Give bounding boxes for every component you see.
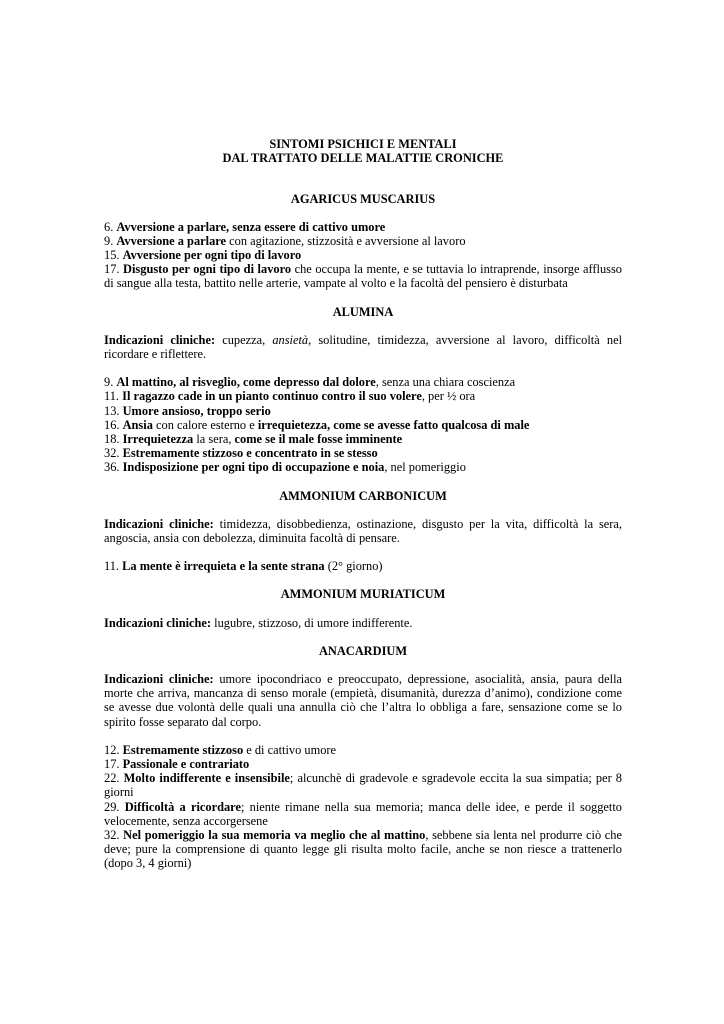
- symptom-text: ; alcunchè di gradevole e sgradevole eccita la sua simpatia; per 8 giorni: [104, 771, 622, 800]
- symptom-number: 22.: [104, 771, 124, 786]
- alumina-symptom-list: [104, 375, 622, 474]
- section-heading-ammonium-muriaticum: AMMONIUM MURIATICUM: [280, 587, 446, 602]
- symptom-item: [104, 800, 622, 828]
- symptom-item: [104, 460, 622, 474]
- clinical-text-italic: ansietà: [272, 332, 309, 347]
- clinical-text: , solitudine, timidezza, avversione al lavoro, difficoltà nel ricordare e riflettere.: [104, 332, 623, 361]
- clinical-indications-label: Indicazioni cliniche:: [104, 332, 216, 347]
- symptom-bold: Molto indifferente e insensibile: [123, 771, 290, 786]
- symptom-number: 12.: [104, 742, 123, 757]
- section-heading-anacardium: ANACARDIUM: [318, 643, 408, 658]
- symptom-text: , nel pomeriggio: [384, 460, 466, 475]
- anacardium-symptom-list: [104, 743, 622, 871]
- clinical-indications-ammonium-muriaticum: [104, 616, 622, 630]
- symptom-item: [104, 743, 622, 757]
- symptom-item: [104, 248, 622, 262]
- symptom-bold: Passionale e contrariato: [122, 757, 250, 772]
- symptom-bold: Avversione per ogni tipo di lavoro: [122, 247, 302, 262]
- clinical-indications-label: Indicazioni cliniche:: [104, 615, 212, 630]
- symptom-bold: Estremamente stizzoso: [122, 742, 244, 757]
- clinical-indications-alumina: [104, 333, 622, 361]
- symptom-text: e di cattivo umore: [243, 742, 337, 757]
- clinical-text: lugubre, stizzoso, di umore indifferente.: [211, 615, 413, 630]
- symptom-text: con agitazione, stizzosità e avversione al lavoro: [226, 233, 466, 248]
- symptom-item: [104, 404, 622, 418]
- section-heading-alumina: ALUMINA: [332, 304, 394, 319]
- symptom-text: (2° giorno): [324, 559, 383, 574]
- symptom-number: 11.: [104, 389, 123, 404]
- symptom-text: ; niente rimane nella sua memoria; manca delle idee, e perde il soggetto velocemente, senza accorgersene: [104, 799, 623, 828]
- symptom-bold: Avversione a parlare, senza essere di cattivo umore: [116, 219, 386, 234]
- symptom-text: la sera,: [193, 432, 235, 447]
- symptom-number: 9.: [104, 375, 117, 390]
- clinical-indications-ammonium-carbonicum: [104, 517, 622, 545]
- symptom-number: 13.: [104, 403, 123, 418]
- symptom-text: con calore esterno e: [152, 417, 258, 432]
- symptom-item: [104, 771, 622, 799]
- clinical-indications-label: Indicazioni cliniche:: [104, 516, 214, 531]
- section-heading-ammonium-carbonicum: AMMONIUM CARBONICUM: [279, 488, 447, 503]
- symptom-bold: come se il male fosse imminente: [234, 432, 403, 447]
- symptom-number: 18.: [104, 432, 123, 447]
- symptom-item: [104, 262, 622, 290]
- symptom-bold: Al mattino, al risveglio, come depresso dal dolore: [116, 375, 376, 390]
- document-title: [104, 137, 622, 165]
- symptom-item: [104, 418, 622, 432]
- title-line-1: SINTOMI PSICHICI E MENTALI: [269, 137, 457, 151]
- symptom-bold: Estremamente stizzoso e concentrato in se stesso: [122, 446, 378, 461]
- symptom-text: , sebbene sia lenta nel produrre ciò che deve; pure la comprensione di quanto legge gli risulta molto facile, anche se non riesce a trattenerlo (dopo 3, 4 giorni): [104, 828, 623, 871]
- symptom-text: , per ½ ora: [421, 389, 476, 404]
- symptom-item: [104, 446, 622, 460]
- clinical-text: umore ipocondriaco e preoccupato, depressione, asocialità, ansia, paura della morte che arriva, mancanza di senso morale (empietà, disumanità, durezza d’animo), condizione come se avesse due volontà delle quali una annulla ciò che l’altra lo obbliga a fare, sensazione come se lo spirito fosse separato dal corpo.: [104, 672, 623, 729]
- symptom-bold: La mente è irrequieta e la sente strana: [122, 559, 325, 574]
- agaricus-symptom-list: [104, 220, 622, 291]
- symptom-number: 16.: [104, 417, 123, 432]
- symptom-number: 9.: [104, 233, 117, 248]
- symptom-bold: Indisposizione per ogni tipo di occupazione e noia: [122, 460, 385, 475]
- symptom-item: [104, 828, 622, 871]
- title-line-2: DAL TRATTATO DELLE MALATTIE CRONICHE: [222, 151, 504, 166]
- symptom-item: [104, 389, 622, 403]
- section-heading-agaricus: AGARICUS MUSCARIUS: [290, 192, 436, 207]
- symptom-number: 32.: [104, 446, 123, 461]
- document-page: [104, 137, 622, 871]
- symptom-number: 29.: [104, 799, 125, 814]
- symptom-item: [104, 234, 622, 248]
- symptom-item: [104, 559, 622, 573]
- symptom-number: 6.: [104, 219, 117, 234]
- symptom-bold: Irrequietezza: [122, 432, 194, 447]
- symptom-bold: Disgusto per ogni tipo di lavoro: [123, 262, 292, 277]
- symptom-text: che occupa la mente, e se tuttavia lo intraprende, insorge afflusso di sangue alla testa, battito nelle arterie, vampate al volto e la facoltà del pensiero è disturbata: [104, 262, 622, 291]
- symptom-item: [104, 757, 622, 771]
- symptom-item: [104, 375, 622, 389]
- clinical-text: timidezza, disobbedienza, ostinazione, disgusto per la vita, difficoltà la sera, angoscia, ansia con debolezza, diminuita facoltà di pensare.: [104, 516, 623, 546]
- clinical-indications-label: Indicazioni cliniche:: [104, 672, 214, 687]
- symptom-number: 17.: [104, 757, 123, 772]
- symptom-text: , senza una chiara coscienza: [375, 375, 516, 390]
- symptom-bold: Umore ansioso, troppo serio: [122, 403, 271, 418]
- symptom-item: [104, 432, 622, 446]
- clinical-indications-anacardium: [104, 672, 622, 729]
- symptom-bold: irrequietezza, come se avesse fatto qualcosa di male: [257, 417, 530, 432]
- clinical-text: cupezza,: [215, 332, 273, 347]
- symptom-number: 15.: [104, 247, 123, 262]
- symptom-number: 32.: [104, 828, 124, 843]
- symptom-bold: Avversione a parlare: [116, 233, 227, 248]
- symptom-bold: Il ragazzo cade in un pianto continuo contro il suo volere: [122, 389, 422, 404]
- symptom-bold: Nel pomeriggio la sua memoria va meglio che al mattino: [123, 828, 426, 843]
- symptom-number: 17.: [104, 262, 124, 277]
- symptom-number: 36.: [104, 460, 123, 475]
- symptom-bold: Difficoltà a ricordare: [124, 799, 241, 814]
- symptom-bold: Ansia: [122, 417, 153, 432]
- symptom-item: [104, 220, 622, 234]
- symptom-number: 11.: [104, 559, 123, 574]
